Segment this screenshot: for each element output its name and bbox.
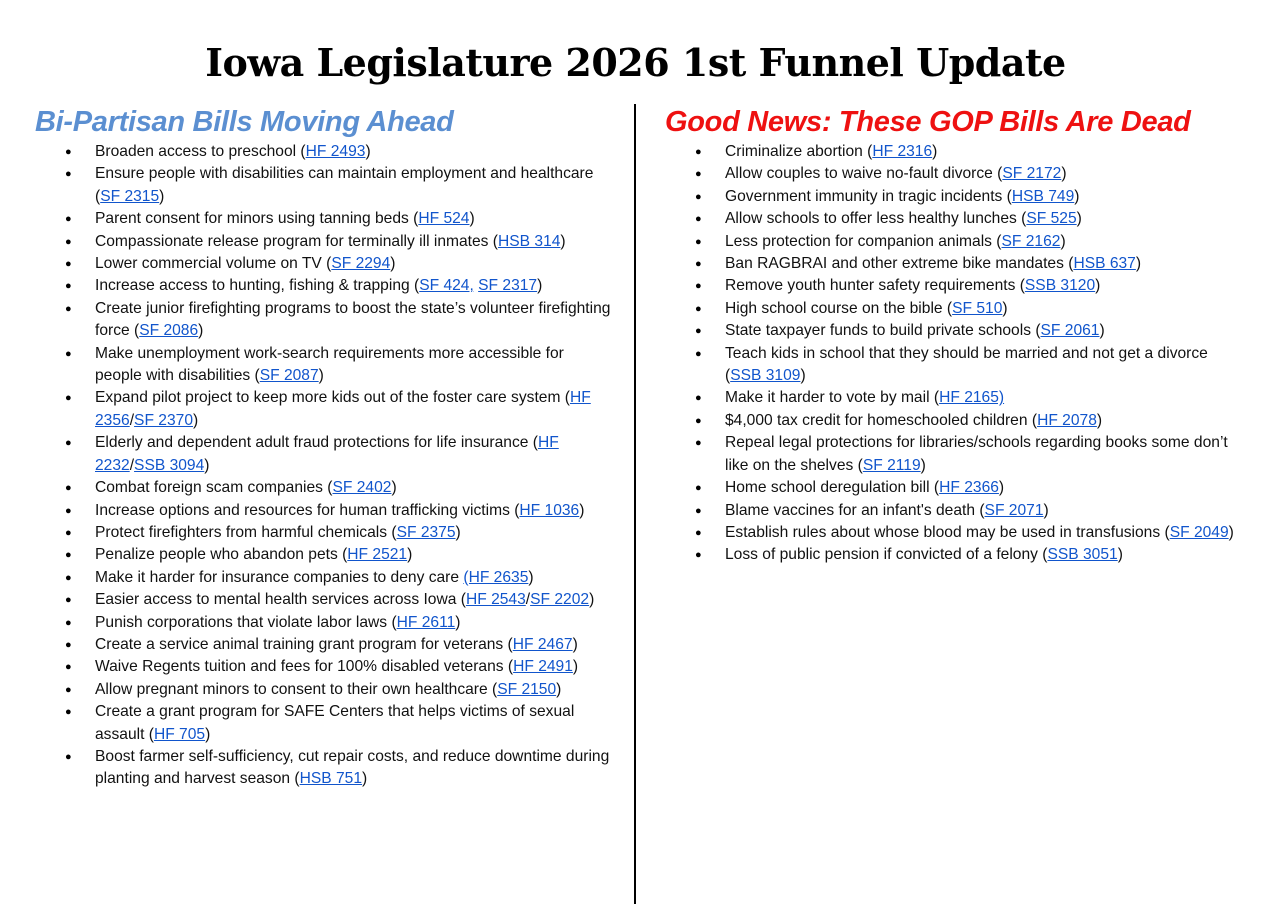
bill-list-item <box>665 343 1245 388</box>
bill-list-item <box>665 231 1245 253</box>
bill-description: Lower commercial volume on TV ( <box>95 255 332 273</box>
bill-list-item <box>35 343 615 388</box>
bill-description: Broaden access to preschool ( <box>95 143 306 160</box>
bill-link[interactable]: HF 2467 <box>512 635 573 653</box>
bill-close: ) <box>1095 277 1101 295</box>
bill-list-item <box>35 253 615 275</box>
bill-link[interactable]: SF 2162 <box>1001 232 1061 250</box>
bill-description: Allow schools to offer less healthy lunches ( <box>725 210 1027 228</box>
bill-close: ) <box>318 367 324 385</box>
bill-link[interactable]: SSB 3094 <box>134 456 205 474</box>
bill-description: Allow couples to waive no-fault divorce ( <box>725 165 1003 183</box>
bill-close: ) <box>1060 232 1066 250</box>
bill-description: Punish corporations that violate labor laws ( <box>95 613 397 631</box>
bill-list-item <box>35 231 615 253</box>
bill-close: ) <box>1135 255 1142 273</box>
bill-close: ) <box>362 770 368 788</box>
bill-description: Create a grant program for SAFE Centers that helps victims of sexual assault ( <box>95 703 575 743</box>
bill-close: ) <box>589 591 595 609</box>
bill-close: ) <box>469 210 475 228</box>
bill-separator: / <box>525 591 531 609</box>
bill-list-item <box>665 186 1245 208</box>
bill-close: ) <box>1099 322 1105 340</box>
bill-list-item <box>665 298 1245 320</box>
bill-description: Establish rules about whose blood may be used in transfusions ( <box>725 523 1170 541</box>
bill-link[interactable]: SF 510 <box>952 299 1003 317</box>
bill-list-item <box>35 163 615 208</box>
bill-link[interactable]: HF 2232 <box>95 434 559 474</box>
bill-list-item <box>35 432 615 477</box>
bill-description: Teach kids in school that they should be married and not get a divorce ( <box>725 344 1208 385</box>
bipartisan-heading: Bi-Partisan Bills Moving Ahead <box>35 106 454 138</box>
bill-close: ) <box>205 725 211 743</box>
bill-description: Create a service animal training grant program for veterans ( <box>95 635 513 653</box>
bill-close: ) <box>560 232 566 250</box>
bill-description: Home school deregulation bill ( <box>725 479 940 497</box>
bill-description: Make it harder to vote by mail ( <box>725 389 940 407</box>
bill-description: Increase options and resources for human trafficking victims ( <box>95 501 520 519</box>
bill-close: ) <box>204 456 210 474</box>
bill-link[interactable]: HSB 314 <box>498 232 561 250</box>
bill-link[interactable]: HF 2078 <box>1037 411 1097 429</box>
bill-list-item <box>35 746 615 791</box>
bill-separator: / <box>129 456 135 474</box>
bill-close: ) <box>407 546 413 564</box>
bill-close: ) <box>455 523 461 541</box>
bill-close: ) <box>193 411 199 429</box>
bill-description: Waive Regents tuition and fees for 100% disabled veterans ( <box>95 658 514 676</box>
bill-close: ) <box>1074 187 1080 205</box>
bill-link[interactable]: (HF 2635 <box>463 568 529 586</box>
bill-description: Loss of public pension if convicted of a felony ( <box>725 546 1048 564</box>
bill-link[interactable]: SF 2315 <box>100 187 160 205</box>
bill-link[interactable]: HF 2611 <box>396 613 456 631</box>
bill-link[interactable]: SF 2119 <box>862 456 921 474</box>
bill-list-item <box>35 679 615 701</box>
bill-list-item <box>35 544 615 566</box>
bill-list-item <box>665 410 1245 432</box>
bill-close: ) <box>365 143 371 160</box>
bill-description: Allow pregnant minors to consent to their own healthcare ( <box>95 680 498 698</box>
bill-list-item <box>665 208 1245 230</box>
bill-description: Repeal legal protections for libraries/schools regarding books some don’t like on the shelves ( <box>725 434 1228 474</box>
bill-close: ) <box>455 613 461 631</box>
bill-link[interactable]: SF 2172 <box>1002 165 1062 183</box>
bill-list-item <box>35 656 615 678</box>
bill-separator: / <box>129 411 135 429</box>
bill-close: ) <box>1061 165 1067 183</box>
bill-description: Easier access to mental health services across Iowa ( <box>95 591 466 609</box>
bill-link[interactable]: HF 2521 <box>347 546 408 564</box>
bill-close: ) <box>537 277 543 295</box>
bill-link[interactable]: SF 2150 <box>497 680 557 698</box>
bill-close: ) <box>1076 210 1082 228</box>
bill-link[interactable]: HF 2165) <box>939 389 1005 407</box>
bill-description: High school course on the bible ( <box>725 299 953 317</box>
bill-link[interactable]: SF 2071 <box>984 501 1044 519</box>
bill-list-item <box>35 141 615 163</box>
bill-link[interactable]: HSB 637 <box>1073 255 1136 273</box>
bill-list-item <box>665 432 1245 477</box>
bill-link[interactable]: SF 2402 <box>332 479 392 497</box>
bill-list-item <box>665 477 1245 499</box>
bill-link[interactable]: HSB 749 <box>1011 187 1075 205</box>
dead-bills-heading: Good News: These GOP Bills Are Dead <box>665 106 1191 138</box>
bill-list-item <box>665 544 1245 566</box>
bill-list-item <box>665 253 1245 275</box>
bill-close: ) <box>572 635 578 653</box>
bill-list-item <box>665 522 1245 544</box>
bill-list-item <box>35 522 615 544</box>
bill-list-item <box>35 298 615 343</box>
bill-close: ) <box>932 143 938 160</box>
bill-close: ) <box>572 658 579 676</box>
bill-link[interactable]: SF 2317 <box>478 277 538 295</box>
bill-close: ) <box>998 479 1005 497</box>
bill-list-item <box>35 275 615 297</box>
bill-link[interactable]: HSB 751 <box>299 770 363 788</box>
dead-bill-list <box>665 141 1245 567</box>
bill-link[interactable]: HF 705 <box>153 725 206 743</box>
bill-link[interactable]: HF 2491 <box>513 658 573 676</box>
bill-link[interactable]: SF 2087 <box>259 367 319 385</box>
bill-description: Boost farmer self-sufficiency, cut repair costs, and reduce downtime during planting and harvest season ( <box>95 747 610 788</box>
bill-link[interactable]: SF 2202 <box>530 591 590 609</box>
bill-link[interactable]: HF 524 <box>418 210 470 228</box>
bill-link[interactable]: HF 2316 <box>872 143 933 160</box>
bill-list-item <box>35 387 615 432</box>
bill-link[interactable]: HF 2493 <box>305 143 366 160</box>
bill-description: Increase access to hunting, fishing & trapping ( <box>95 277 420 295</box>
bill-description: Parent consent for minors using tanning beds ( <box>95 210 419 228</box>
bill-description: Government immunity in tragic incidents ( <box>725 187 1012 205</box>
bill-link[interactable]: SSB 3109 <box>730 367 801 385</box>
bill-link[interactable]: HF 2366 <box>939 479 999 497</box>
bill-description: Compassionate release program for terminally ill inmates ( <box>95 232 498 250</box>
bill-close: ) <box>1002 299 1008 317</box>
dead-bills-column <box>665 104 1245 567</box>
bill-link[interactable]: HF 1036 <box>519 501 580 519</box>
bill-list-item <box>665 320 1245 342</box>
page-title: Iowa Legislature 2026 1st Funnel Update <box>205 40 1066 85</box>
bill-link[interactable]: SF 2086 <box>139 322 199 340</box>
bill-list-item <box>665 275 1245 297</box>
bill-description: Criminalize abortion ( <box>725 143 873 160</box>
bill-description: Elderly and dependent adult fraud protections for life insurance ( <box>95 434 538 452</box>
bill-list-item <box>35 612 615 634</box>
bill-link[interactable]: HF 2543 <box>465 591 526 609</box>
bill-list-item <box>35 500 615 522</box>
bill-description: Combat foreign scam companies ( <box>95 479 333 497</box>
bill-link[interactable]: SF 424, <box>419 277 474 295</box>
bill-close: ) <box>1096 411 1103 429</box>
bill-link[interactable]: SF 2370 <box>134 411 193 429</box>
bill-list-item <box>665 500 1245 522</box>
bill-close: ) <box>391 479 397 497</box>
bill-link[interactable]: SF 2061 <box>1040 322 1100 340</box>
bill-description: Penalize people who abandon pets ( <box>95 546 348 564</box>
bill-close: ) <box>800 367 806 385</box>
bill-list-item <box>665 387 1245 409</box>
column-divider <box>634 104 636 904</box>
bill-list-item <box>35 208 615 230</box>
bill-list-item <box>35 701 615 746</box>
bill-close: ) <box>390 255 396 273</box>
bill-list-item <box>35 477 615 499</box>
bill-close: ) <box>198 322 204 340</box>
bill-link[interactable]: HF 2356 <box>95 389 591 429</box>
bill-description: Protect firefighters from harmful chemicals ( <box>95 523 397 541</box>
bill-description: Blame vaccines for an infant's death ( <box>725 501 985 519</box>
bill-link[interactable]: SF 2049 <box>1169 523 1229 541</box>
bill-description: Expand pilot project to keep more kids out of the foster care system ( <box>95 389 570 407</box>
bipartisan-column <box>35 104 615 791</box>
bill-description: Make it harder for insurance companies to deny care <box>95 568 464 586</box>
bill-description: State taxpayer funds to build private schools ( <box>725 322 1041 340</box>
bill-list-item <box>665 163 1245 185</box>
bill-list-item <box>35 567 615 589</box>
bill-list-item <box>35 589 615 611</box>
bill-link[interactable]: SF 2375 <box>396 523 456 541</box>
bill-description: Make unemployment work-search requirements more accessible for people with disabilities ( <box>95 344 564 385</box>
bill-link[interactable]: SSB 3120 <box>1024 277 1096 295</box>
bill-close: ) <box>1117 546 1123 564</box>
bill-close: ) <box>920 456 926 474</box>
bill-close: ) <box>1043 501 1049 519</box>
bill-description: $4,000 tax credit for homeschooled children ( <box>725 411 1038 429</box>
bill-close: ) <box>1228 523 1234 541</box>
bipartisan-bill-list <box>35 141 615 791</box>
bill-close: ) <box>159 187 165 205</box>
bill-list-item <box>665 141 1245 163</box>
bill-description: Remove youth hunter safety requirements ( <box>725 277 1025 295</box>
bill-description: Create junior firefighting programs to boost the state’s volunteer firefighting force ( <box>95 299 611 340</box>
bill-close: ) <box>528 568 534 586</box>
bill-description: Ensure people with disabilities can maintain employment and healthcare ( <box>95 165 594 205</box>
bill-close: ) <box>556 680 562 698</box>
bill-close: ) <box>579 501 585 519</box>
bill-link[interactable]: SSB 3051 <box>1047 546 1118 564</box>
bill-description: Ban RAGBRAI and other extreme bike mandates ( <box>725 255 1074 273</box>
bill-list-item <box>35 634 615 656</box>
bill-description: Less protection for companion animals ( <box>725 232 1002 250</box>
bill-link[interactable]: SF 525 <box>1026 210 1077 228</box>
bill-link[interactable]: SF 2294 <box>331 255 391 273</box>
